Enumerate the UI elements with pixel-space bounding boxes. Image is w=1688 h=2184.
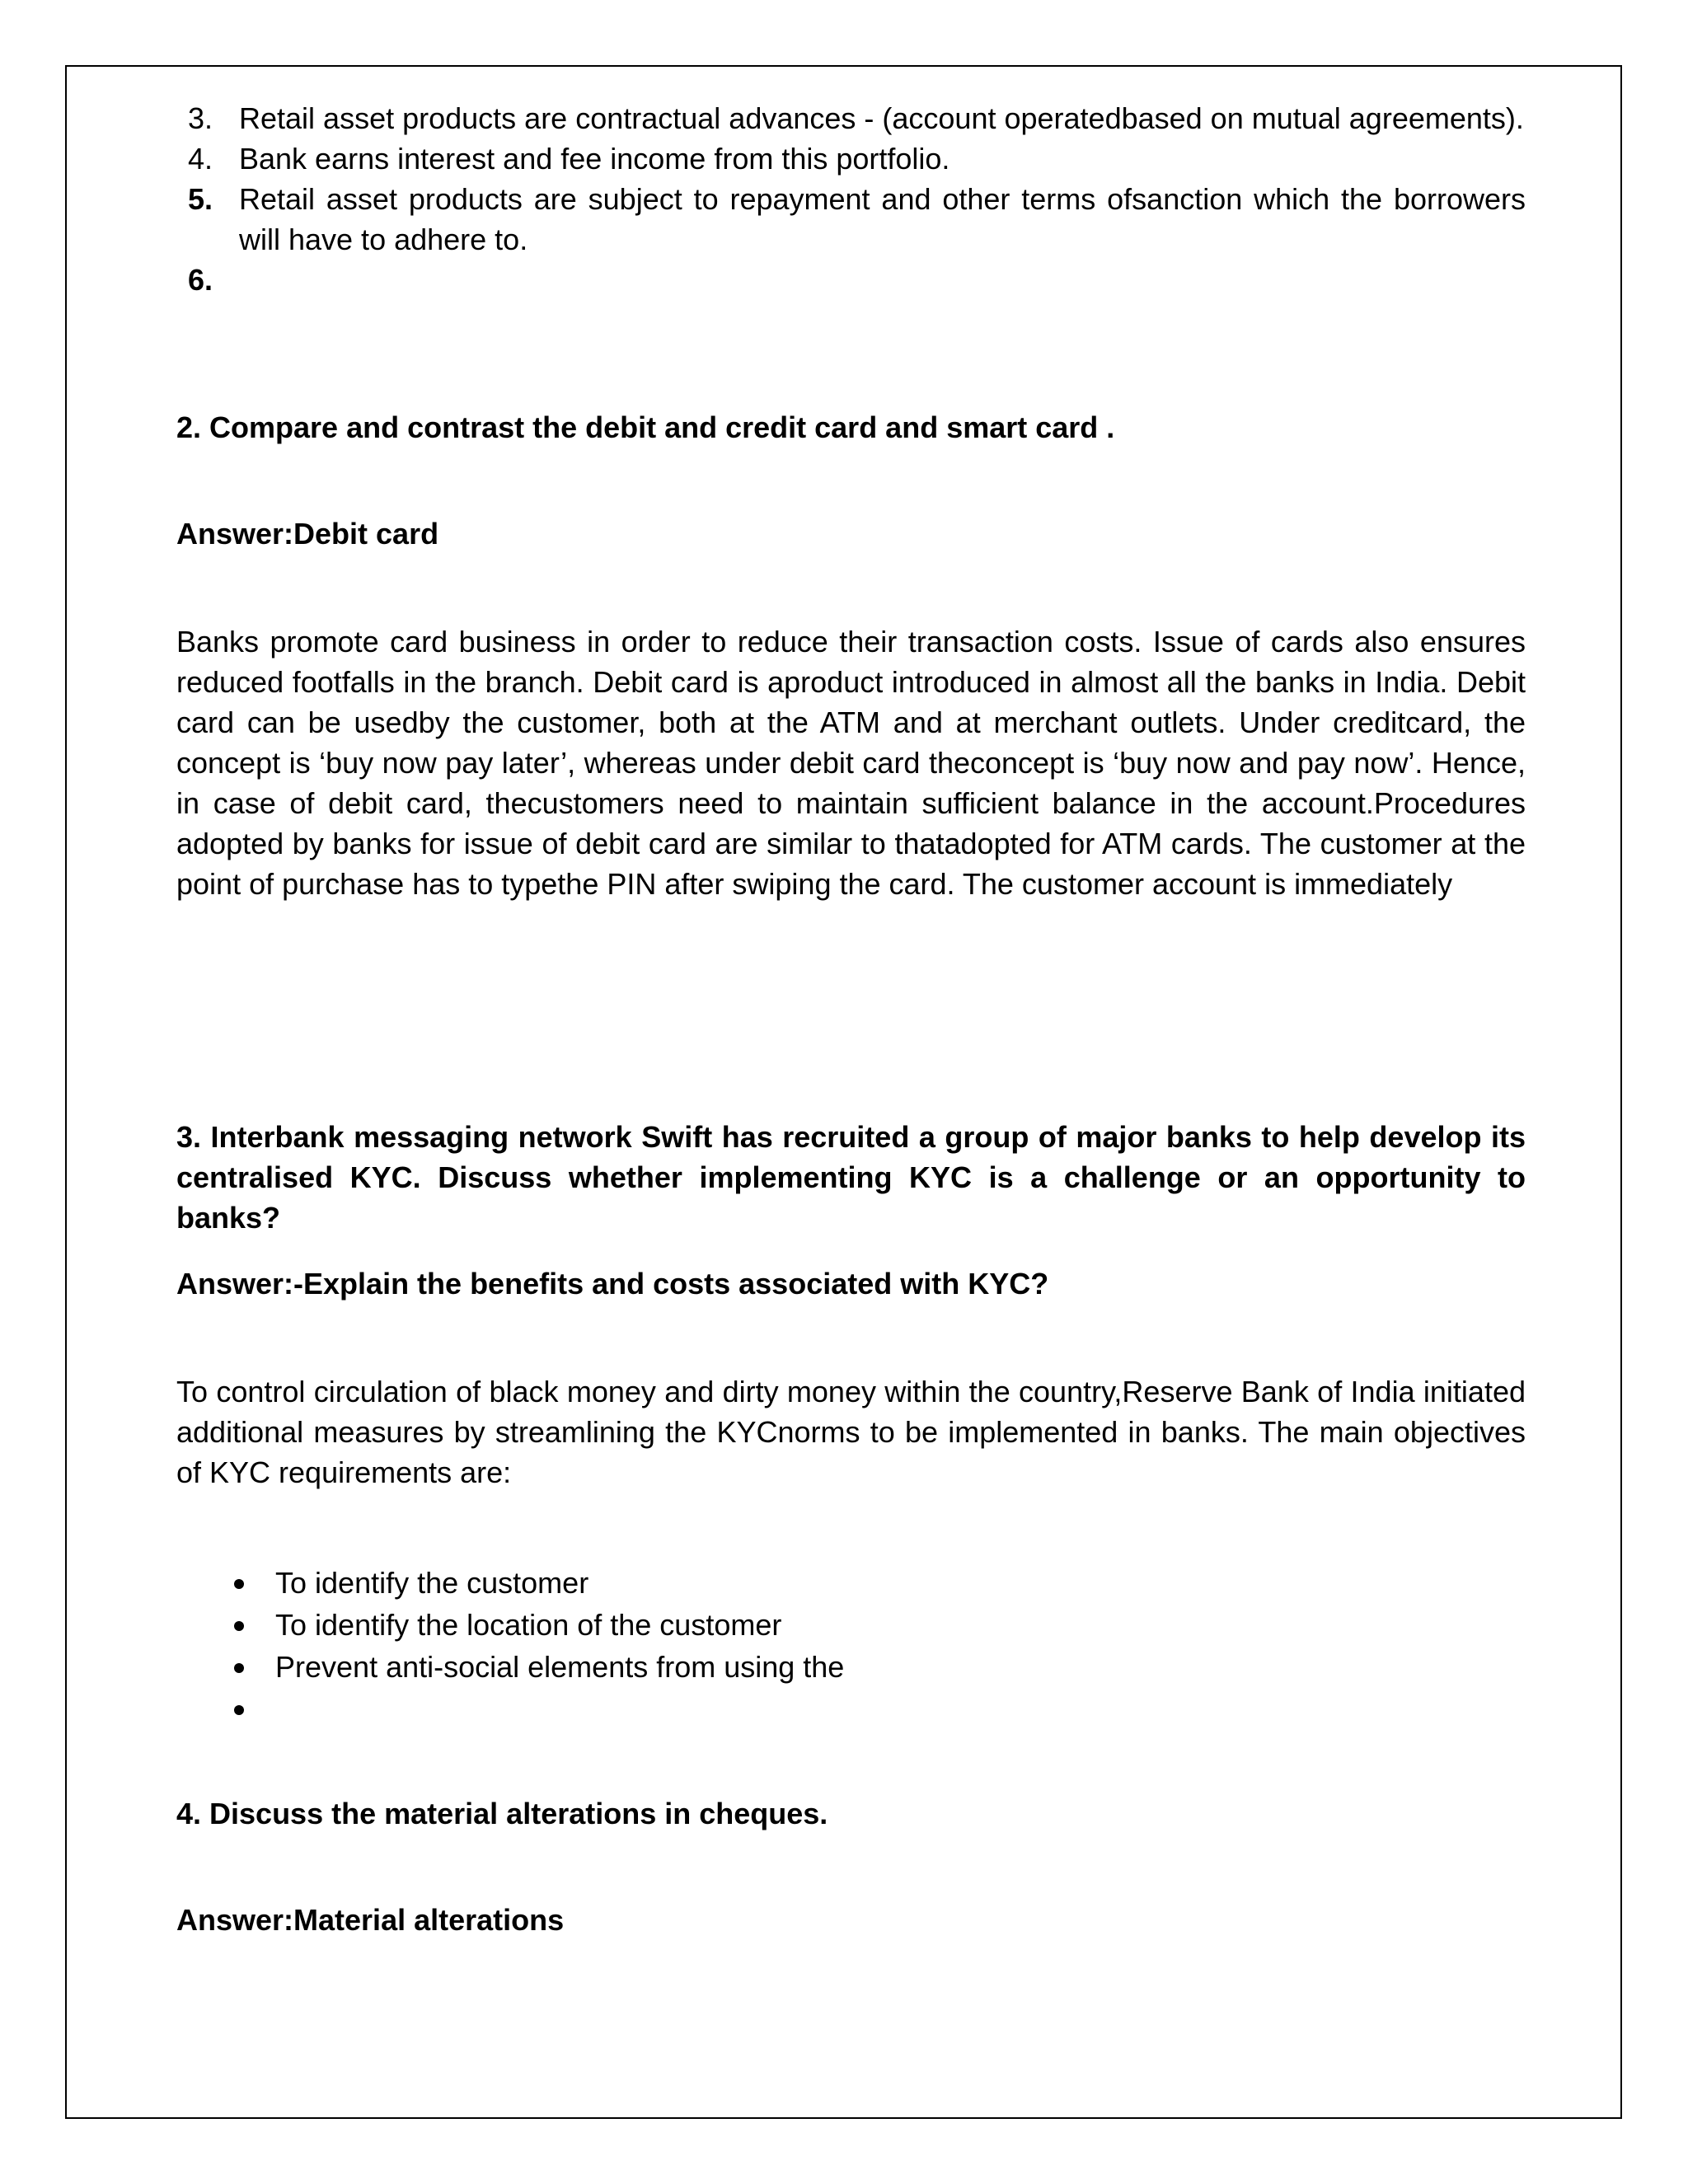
bullet-icon bbox=[234, 1579, 244, 1589]
bullet-item bbox=[176, 1562, 1526, 1604]
bullet-list bbox=[176, 1562, 1526, 1730]
list-item-text: Retail asset products are contractual advances - (account operatedbased on mutual agreements). bbox=[239, 101, 1524, 135]
bullet-icon bbox=[234, 1705, 244, 1715]
bullet-item bbox=[176, 1604, 1526, 1646]
question-2-heading: 2. Compare and contrast the debit and credit card and smart card . bbox=[176, 410, 1115, 444]
list-item-number: 3. bbox=[188, 101, 213, 135]
list-item bbox=[176, 260, 1526, 300]
question-2-answer-paragraph: Banks promote card business in order to reduce their transaction costs. Issue of cards also ensures reduced footfalls in the branch. Debit card is aproduct introduced in almost all the banks in India. Debit card can be usedby the customer, both at the ATM and at merchant outlets. Under creditcard, the concept is ‘buy now pay later’, whereas under debit card theconcept is ‘buy now and pay now’. Hence, in case of debit card, thecustomers need to maintain sufficient balance in the account.Procedures adopted by banks for issue of debit card are similar to thatadopted for ATM cards. The customer at the point of purchase has to typethe PIN after swiping the card. The customer account is immediately bbox=[176, 625, 1526, 901]
list-item bbox=[176, 179, 1526, 260]
list-item-number: 5. bbox=[188, 182, 213, 216]
question-3-heading: 3. Interbank messaging network Swift has recruited a group of major banks to help develop its centralised KYC. Discuss whether implementing KYC is a challenge or an opportunity to banks? bbox=[176, 1120, 1526, 1235]
list-item-number: 4. bbox=[188, 142, 213, 176]
question-3-answer-heading: Answer:-Explain the benefits and costs associated with KYC? bbox=[176, 1267, 1049, 1301]
list-item bbox=[176, 138, 1526, 179]
question-2-answer-heading: Answer:Debit card bbox=[176, 517, 439, 551]
numbered-list bbox=[176, 98, 1526, 300]
list-item bbox=[176, 98, 1526, 138]
question-3-answer-paragraph: To control circulation of black money and dirty money within the country,Reserve Bank of India initiated additional measures by streamlining the KYCnorms to be implemented in banks. The main objectives of KYC requirements are: bbox=[176, 1375, 1526, 1489]
bullet-icon bbox=[234, 1663, 244, 1673]
list-item-text: Bank earns interest and fee income from this portfolio. bbox=[239, 142, 950, 176]
bullet-text: To identify the customer bbox=[275, 1566, 589, 1600]
bullet-item bbox=[176, 1688, 1526, 1730]
question-4-heading: 4. Discuss the material alterations in cheques. bbox=[176, 1797, 828, 1830]
list-item-text: Retail asset products are subject to repayment and other terms ofsanction which the borrowers will have to adhere to. bbox=[239, 182, 1526, 256]
bullet-item bbox=[176, 1646, 1526, 1688]
bullet-text: To identify the location of the customer bbox=[275, 1608, 782, 1642]
list-item-number: 6. bbox=[188, 263, 213, 297]
bullet-text: Prevent anti-social elements from using the bbox=[275, 1650, 845, 1684]
bullet-icon bbox=[234, 1621, 244, 1631]
question-4-answer-heading: Answer:Material alterations bbox=[176, 1903, 565, 1937]
